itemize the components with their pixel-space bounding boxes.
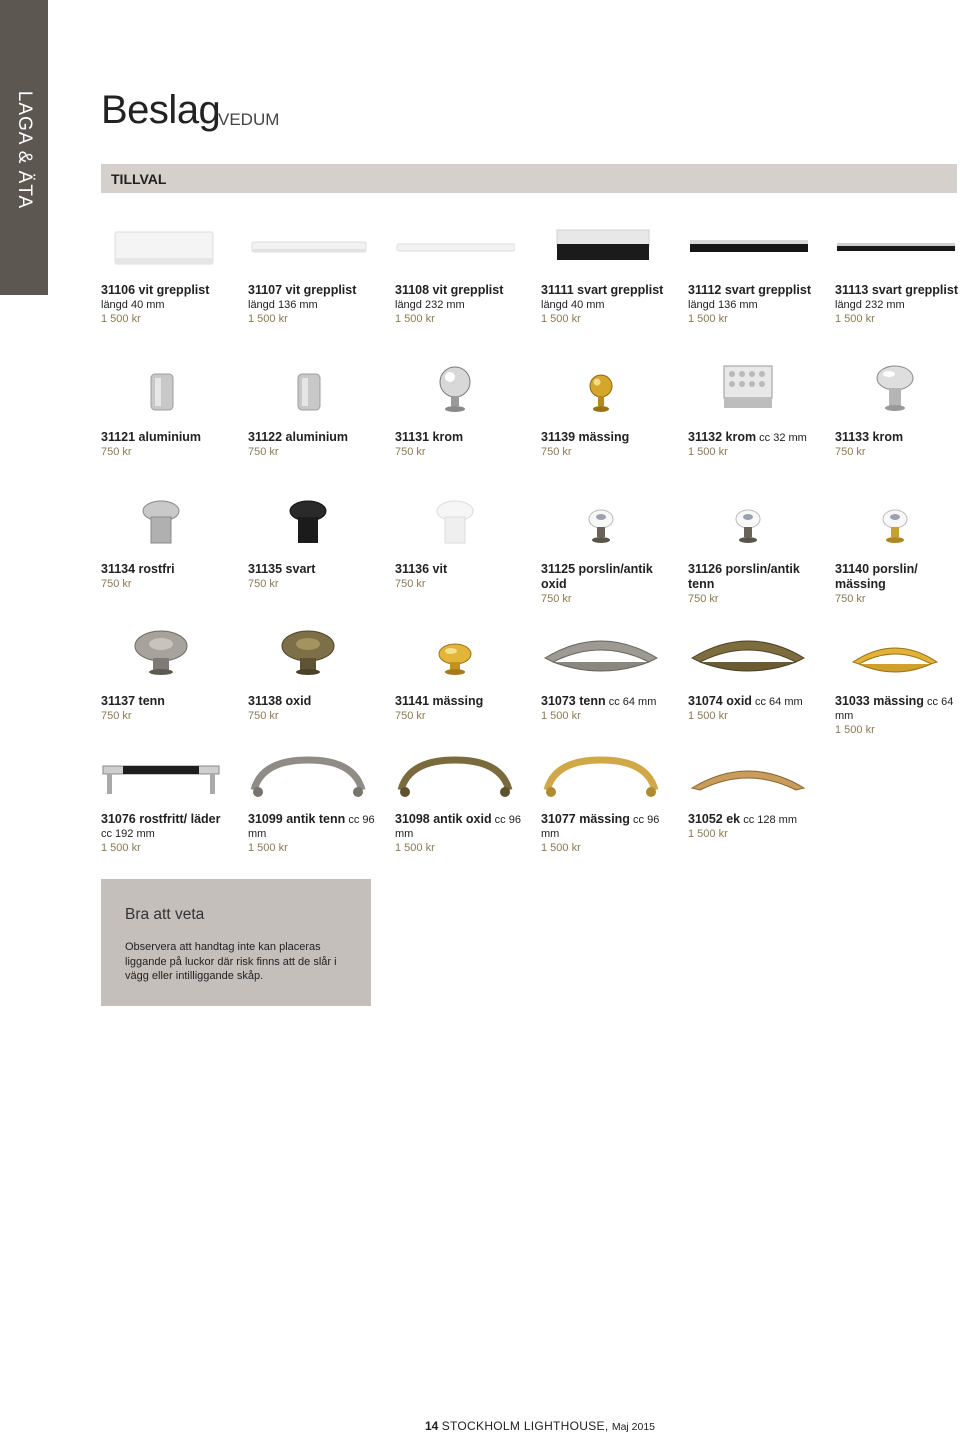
product-price: 750 kr xyxy=(395,446,426,458)
product-price: 1 500 kr xyxy=(688,446,728,458)
aluminium-knob-icon xyxy=(101,362,221,417)
product-text xyxy=(395,694,523,723)
product-spec: längd 136 mm xyxy=(688,299,758,311)
product-price: 750 kr xyxy=(101,710,132,722)
white-knob-icon xyxy=(395,497,515,552)
product-name: 31126 porslin/antik tenn xyxy=(688,562,800,591)
product-price: 750 kr xyxy=(835,446,866,458)
product-spec: cc 64 mm xyxy=(608,696,657,708)
product-price: 1 500 kr xyxy=(248,842,288,854)
product-spec: längd 40 mm xyxy=(101,299,165,311)
steel-leather-pull-icon xyxy=(101,750,221,805)
brass-ball-knob-icon xyxy=(541,362,661,417)
pewter-cup-pull-icon xyxy=(541,628,661,683)
product-text xyxy=(248,562,376,591)
product-name: 31112 svart grepplist xyxy=(688,283,811,297)
product-name: 31073 tenn xyxy=(541,694,606,708)
product-price: 750 kr xyxy=(541,446,572,458)
product-price: 750 kr xyxy=(248,446,279,458)
product-name: 31134 rostfri xyxy=(101,562,175,576)
black-bar-handle-icon xyxy=(688,222,808,277)
product-price: 750 kr xyxy=(101,446,132,458)
brass-knob-icon xyxy=(395,628,515,683)
oxide-knob-icon xyxy=(248,628,368,683)
product-spec: cc 96 mm xyxy=(541,814,660,840)
side-tab xyxy=(0,0,48,295)
product-spec: cc 192 mm xyxy=(101,828,155,840)
product-name: 31141 mässing xyxy=(395,694,484,708)
product-price: 750 kr xyxy=(248,710,279,722)
oxide-bow-pull-icon xyxy=(395,750,515,805)
product-name: 31135 svart xyxy=(248,562,316,576)
product-text xyxy=(835,283,960,326)
product-name: 31108 vit grepplist xyxy=(395,283,504,297)
product-spec: cc 64 mm xyxy=(755,696,803,708)
product-spec: längd 232 mm xyxy=(395,299,465,311)
product-price: 1 500 kr xyxy=(541,842,581,854)
product-price: 1 500 kr xyxy=(688,710,728,722)
product-text xyxy=(101,283,229,326)
white-bar-handle-icon xyxy=(248,222,368,277)
product-text xyxy=(101,812,229,855)
product-price: 1 500 kr xyxy=(395,313,435,325)
product-text xyxy=(541,694,669,723)
porcelain-knob-icon xyxy=(688,497,808,552)
product-text xyxy=(101,562,229,591)
product-name: 31033 mässing xyxy=(835,694,924,708)
product-name: 31139 mässing xyxy=(541,430,630,444)
product-text xyxy=(248,694,376,723)
product-name: 31077 mässing xyxy=(541,812,630,826)
product-name: 31138 oxid xyxy=(248,694,312,708)
product-name: 31132 krom xyxy=(688,430,757,444)
section-label: TILLVAL xyxy=(111,171,167,187)
product-price: 750 kr xyxy=(835,593,866,605)
product-text xyxy=(835,694,960,737)
product-spec: längd 136 mm xyxy=(248,299,318,311)
product-text xyxy=(248,812,376,855)
product-price: 750 kr xyxy=(395,710,426,722)
product-text xyxy=(395,430,523,459)
product-name: 31136 vit xyxy=(395,562,448,576)
product-text xyxy=(688,283,816,326)
product-text xyxy=(541,562,669,606)
product-text xyxy=(395,562,523,591)
white-block-handle-icon xyxy=(101,222,221,277)
product-name: 31052 ek xyxy=(688,812,741,826)
page-subtitle: VEDUM xyxy=(218,110,280,129)
black-long-bar-icon xyxy=(835,222,955,277)
product-spec: cc 96 mm xyxy=(395,814,521,840)
product-text xyxy=(541,283,669,326)
section-bar xyxy=(101,164,957,193)
product-text xyxy=(248,283,376,326)
product-name: 31137 tenn xyxy=(101,694,165,708)
product-name: 31107 vit grepplist xyxy=(248,283,357,297)
pewter-bow-pull-icon xyxy=(248,750,368,805)
product-text xyxy=(541,430,669,459)
brass-bow-pull-icon xyxy=(541,750,661,805)
publication-name: STOCKHOLM LIGHTHOUSE, xyxy=(441,1419,609,1433)
black-block-handle-icon xyxy=(541,222,661,277)
product-name: 31125 porslin/antik oxid xyxy=(541,562,653,591)
porcelain-knob-icon xyxy=(541,497,661,552)
oxide-cup-pull-icon xyxy=(688,628,808,683)
product-price: 1 500 kr xyxy=(688,828,728,840)
product-price: 750 kr xyxy=(248,578,279,590)
footer xyxy=(425,1419,655,1433)
product-text xyxy=(835,430,960,459)
pewter-knob-icon xyxy=(101,628,221,683)
product-text xyxy=(688,812,816,841)
product-text xyxy=(395,283,523,326)
product-price: 1 500 kr xyxy=(835,313,875,325)
brass-cup-pull-icon xyxy=(835,628,955,683)
product-spec: cc 128 mm xyxy=(743,814,797,826)
info-text: Observera att handtag inte kan placeras liggande på luckor där risk finns att de slår i vägg eller intilliggande skåp. xyxy=(125,941,337,982)
black-knob-icon xyxy=(248,497,368,552)
product-text xyxy=(101,694,229,723)
product-text xyxy=(688,430,816,459)
product-name: 31122 aluminium xyxy=(248,430,349,444)
product-spec: cc 64 mm xyxy=(835,696,954,722)
product-text xyxy=(541,812,669,855)
product-text xyxy=(248,430,376,459)
steel-knob-icon xyxy=(101,497,221,552)
product-price: 1 500 kr xyxy=(101,842,141,854)
product-name: 31074 oxid xyxy=(688,694,752,708)
product-text xyxy=(101,430,229,459)
chrome-round-knob-icon xyxy=(835,362,955,417)
product-name: 31140 porslin/ mässing xyxy=(835,562,918,591)
product-price: 750 kr xyxy=(541,593,572,605)
product-name: 31113 svart grepplist xyxy=(835,283,958,297)
product-text xyxy=(835,562,960,606)
product-name: 31111 svart grepplist xyxy=(541,283,664,297)
product-spec: längd 232 mm xyxy=(835,299,905,311)
product-name: 31133 krom xyxy=(835,430,904,444)
product-price: 750 kr xyxy=(395,578,426,590)
info-title: Bra att veta xyxy=(125,906,205,923)
product-name: 31131 krom xyxy=(395,430,464,444)
crystal-square-knob-icon xyxy=(688,362,808,417)
porcelain-brass-knob-icon xyxy=(835,497,955,552)
page-number: 14 xyxy=(425,1419,439,1433)
oak-arch-pull-icon xyxy=(688,750,808,805)
aluminium-knob-icon xyxy=(248,362,368,417)
product-price: 750 kr xyxy=(688,593,719,605)
product-price: 1 500 kr xyxy=(395,842,435,854)
product-spec: cc 96 mm xyxy=(248,814,375,840)
product-text xyxy=(688,694,816,723)
product-name: 31098 antik oxid xyxy=(395,812,492,826)
product-spec: cc 32 mm xyxy=(759,432,807,444)
white-long-bar-icon xyxy=(395,222,515,277)
page-title: Beslag xyxy=(101,88,221,132)
chrome-ball-knob-icon xyxy=(395,362,515,417)
product-price: 1 500 kr xyxy=(541,313,581,325)
product-name: 31106 vit grepplist xyxy=(101,283,210,297)
side-tab-label: LAGA & ÄTA xyxy=(14,90,35,210)
product-price: 1 500 kr xyxy=(541,710,581,722)
product-price: 1 500 kr xyxy=(688,313,728,325)
info-box xyxy=(101,879,371,1006)
publication-date: Maj 2015 xyxy=(611,1421,656,1433)
product-price: 750 kr xyxy=(101,578,132,590)
product-text xyxy=(395,812,523,855)
product-spec: längd 40 mm xyxy=(541,299,605,311)
product-text xyxy=(688,562,816,606)
product-price: 1 500 kr xyxy=(101,313,141,325)
product-price: 1 500 kr xyxy=(835,724,875,736)
product-name: 31076 rostfritt/ läder xyxy=(101,812,221,826)
product-name: 31099 antik tenn xyxy=(248,812,346,826)
product-name: 31121 aluminium xyxy=(101,430,202,444)
product-price: 1 500 kr xyxy=(248,313,288,325)
